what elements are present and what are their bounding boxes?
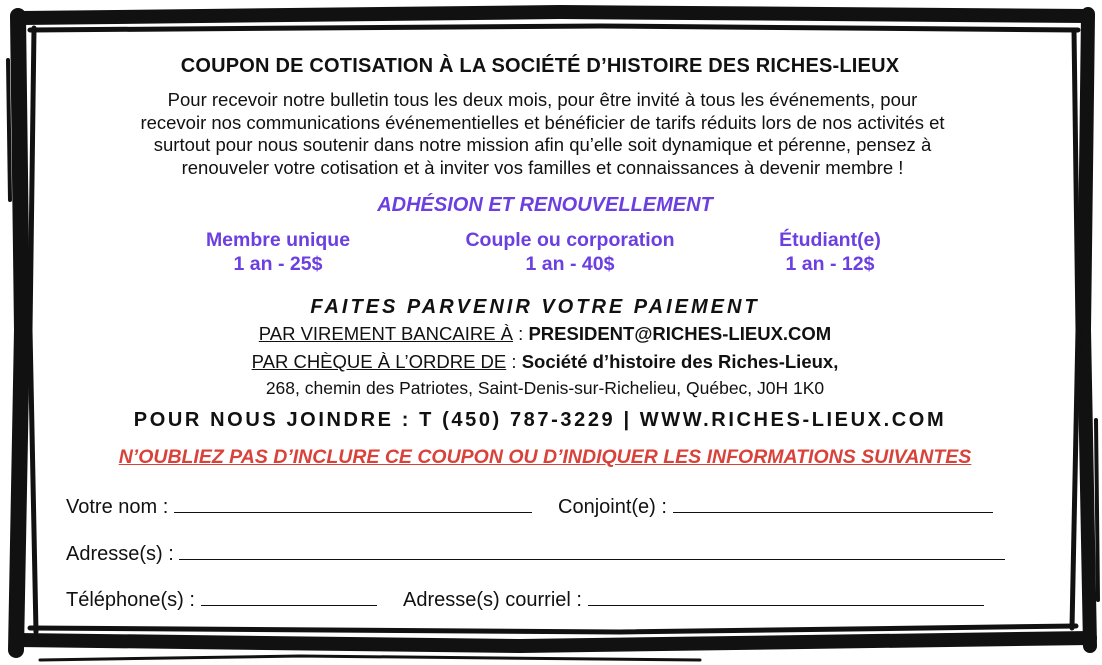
plan-etudiant <box>760 228 900 276</box>
name-blank[interactable] <box>174 492 532 513</box>
payment-heading: FAITES PARVENIR VOTRE PAIEMENT <box>310 296 760 318</box>
cheque-label: PAR CHÈQUE À L’ORDRE DE <box>251 351 507 372</box>
name-label: Votre nom : <box>66 496 169 518</box>
plan-price: 1 an - 25$ <box>233 253 323 275</box>
email-blank[interactable] <box>588 585 984 606</box>
intro-paragraph <box>50 89 1035 179</box>
virement-line <box>40 323 1050 345</box>
contact-line: POUR NOUS JOINDRE : T (450) 787-3229 | WWW.RICHES-LIEUX.COM <box>133 409 947 431</box>
phone-blank[interactable] <box>201 585 377 606</box>
adhesion-heading: ADHÉSION ET RENOUVELLEMENT <box>377 194 713 216</box>
plan-name: Membre unique <box>205 229 351 251</box>
intro-line: recevoir nos communications événementielles et bénéficier de tarifs réduits lors de nos activités et <box>140 111 945 133</box>
coupon-body <box>40 40 1060 630</box>
spouse-label: Conjoint(e) : <box>558 496 667 518</box>
virement-label: PAR VIREMENT BANCAIRE À <box>258 323 514 344</box>
intro-line: surtout pour nous soutenir dans notre mission afin qu’elle soit dynamique et pérenne, pensez à <box>153 134 932 155</box>
email-field <box>403 585 984 612</box>
cheque-payee: Société d’histoire des Riches-Lieux, <box>521 351 839 372</box>
plan-name: Couple ou corporation <box>465 229 675 251</box>
plan-price: 1 an - 40$ <box>525 253 615 275</box>
cheque-separator: : <box>506 351 522 372</box>
plan-membre-unique <box>188 228 368 276</box>
name-field <box>66 492 532 519</box>
email-label: Adresse(s) courriel : <box>403 589 582 611</box>
intro-line: Pour recevoir notre bulletin tous les deux mois, pour être invité à tous les événements, pour <box>167 89 918 110</box>
intro-line: renouveler votre cotisation et à inviter vos familles et connaissances à devenir membre ! <box>181 156 904 178</box>
coupon-title: COUPON DE COTISATION À LA SOCIÉTÉ D’HISTOIRE DES RICHES-LIEUX <box>180 55 900 77</box>
virement-separator: : <box>513 323 529 344</box>
plan-price: 1 an - 12$ <box>785 253 875 275</box>
cheque-line <box>40 351 1050 373</box>
mailing-address: 268, chemin des Patriotes, Saint-Denis-sur-Richelieu, Québec, J0H 1K0 <box>265 378 825 398</box>
address-blank[interactable] <box>179 539 1005 560</box>
spouse-field <box>558 492 993 519</box>
address-field <box>66 539 1005 566</box>
reminder-warning: N’OUBLIEZ PAS D’INCLURE CE COUPON OU D’INDIQUER LES INFORMATIONS SUIVANTES <box>118 446 972 468</box>
virement-email: PRESIDENT@RICHES-LIEUX.COM <box>528 323 832 344</box>
phone-field <box>66 585 377 612</box>
spouse-blank[interactable] <box>673 492 993 513</box>
phone-label: Téléphone(s) : <box>66 589 195 611</box>
address-label: Adresse(s) : <box>66 543 174 565</box>
plan-name: Étudiant(e) <box>779 229 881 251</box>
plan-couple-corporation <box>440 228 700 276</box>
